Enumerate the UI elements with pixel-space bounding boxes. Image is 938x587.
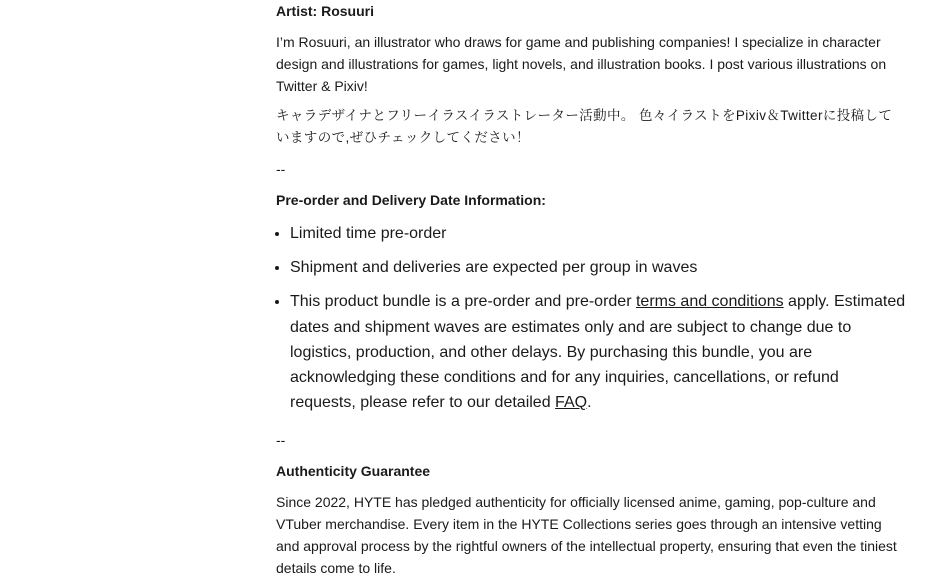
list-item-text: . [587, 394, 592, 412]
artist-bio-english: I’m Rosuuri, an illustrator who draws for game and publishing companies! I specialize in character design and illustrations for games, light novels, and illustration books. I post various illustrations on Twitter & Pixiv! [276, 34, 887, 94]
product-description [276, 0, 906, 580]
list-item-text: apply. Estimated dates and shipment waves are estimates only and are subject to change due to logistics, production, and other delays. By purchasing this bundle, you are acknowledging these conditions and for any inquiries, cancellations, or refund requests, please refer to our detailed [290, 293, 906, 412]
artist-bio-japanese: キャラデザイナとフリーイラスイラストレーター活動中。 色々イラストをPixiv＆Twitterに投稿していますので,ぜひチェックしてください！ [276, 108, 893, 145]
authenticity-heading: Authenticity Guarantee [276, 463, 431, 480]
preorder-heading: Pre-order and Delivery Date Information: [276, 192, 546, 208]
faq-link[interactable]: FAQ [555, 394, 588, 412]
preorder-info-list [276, 221, 906, 415]
list-item-text: This product bundle is a pre-order and pre-order [290, 293, 636, 311]
list-item: • Limited time pre-order [290, 221, 906, 246]
list-item [290, 289, 906, 415]
authenticity-body: Since 2022, HYTE has pledged authenticity for officially licensed anime, gaming, pop-culture and VTuber merchandise. Every item in the HYTE Collections series goes through an intensive vetting and approval process by the rightful owners of the intellectual property, ensuring that even the tiniest details come to life. [276, 494, 897, 576]
divider: -- [276, 161, 286, 177]
terms-and-conditions-link[interactable]: terms and conditions [635, 293, 784, 311]
divider: -- [276, 432, 286, 449]
artist-heading: Artist: Rosuuri [276, 3, 374, 19]
list-item: • Shipment and deliveries are expected per group in waves [290, 255, 906, 280]
